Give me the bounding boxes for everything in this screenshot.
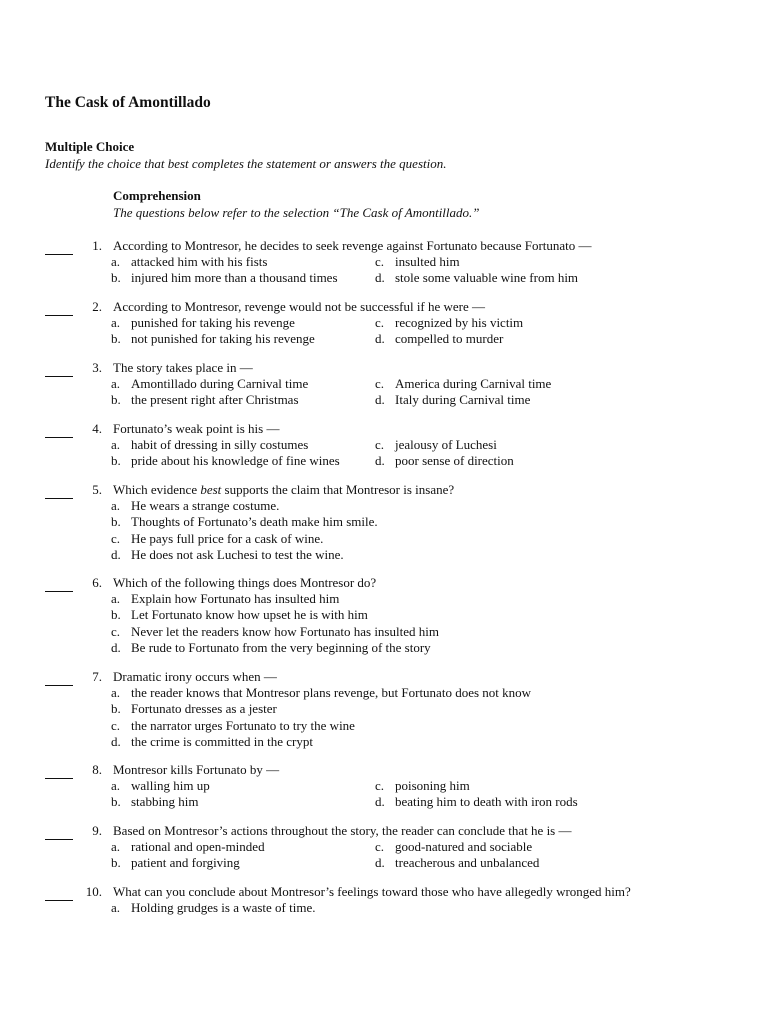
option-letter: b.	[111, 855, 121, 870]
question-stem	[113, 482, 454, 498]
answer-blank[interactable]	[45, 575, 73, 592]
question-number: 5.	[92, 482, 102, 497]
option-text: Italy during Carnival time	[395, 392, 531, 407]
question-stem	[113, 238, 592, 254]
question-stem	[113, 421, 279, 437]
answer-blank[interactable]	[45, 360, 73, 377]
question-number: 3.	[92, 360, 102, 375]
option-letter: b.	[111, 701, 121, 716]
question-stem	[113, 823, 572, 839]
question-stem-text: Montresor kills Fortunato by —	[113, 762, 280, 777]
answer-blank[interactable]	[45, 421, 73, 438]
option-letter: a.	[111, 778, 121, 793]
option-text: Fortunato dresses as a jester	[131, 701, 277, 716]
question-stem-text: Which evidence	[113, 482, 201, 497]
option-text: Thoughts of Fortunato’s death make him smile.	[131, 514, 378, 529]
option-letter: a.	[111, 685, 121, 700]
question-number: 6.	[92, 575, 102, 590]
option-letter: c.	[375, 376, 385, 391]
answer-blank[interactable]	[45, 299, 73, 316]
question-stem	[113, 360, 253, 376]
question-stem-text: What can you conclude about Montresor’s feelings toward those who have allegedly wronged him?	[113, 884, 631, 899]
question-item	[0, 482, 768, 563]
subsection-heading: Comprehension	[113, 188, 201, 203]
option-letter: d.	[111, 734, 121, 749]
option-text: the narrator urges Fortunato to try the wine	[131, 718, 355, 733]
option-text: beating him to death with iron rods	[395, 794, 578, 809]
question-stem-text: Which of the following things does Montresor do?	[113, 575, 377, 590]
option-letter: b.	[111, 607, 121, 622]
option-letter: c.	[375, 437, 385, 452]
question-number: 4.	[92, 421, 102, 436]
option-text: Never let the readers know how Fortunato has insulted him	[131, 624, 439, 639]
section-instructions: Identify the choice that best completes the statement or answers the question.	[45, 156, 447, 171]
answer-blank[interactable]	[45, 669, 73, 686]
question-stem-text: According to Montresor, he decides to seek revenge against Fortunato because Fortunato —	[113, 238, 592, 253]
option-letter: d.	[375, 392, 385, 407]
option-text: patient and forgiving	[131, 855, 240, 870]
option-text: He wears a strange costume.	[131, 498, 280, 513]
option-text: pride about his knowledge of fine wines	[131, 453, 340, 468]
option-text: attacked him with his fists	[131, 254, 268, 269]
option-letter: b.	[111, 270, 121, 285]
option-letter: d.	[111, 547, 121, 562]
option-letter: b.	[111, 794, 121, 809]
option-letter: c.	[111, 531, 121, 546]
option-text: good-natured and sociable	[395, 839, 533, 854]
section-heading: Multiple Choice	[45, 139, 135, 154]
question-number: 8.	[92, 762, 102, 777]
option-text: habit of dressing in silly costumes	[131, 437, 309, 452]
option-text: injured him more than a thousand times	[131, 270, 338, 285]
option-letter: b.	[111, 392, 121, 407]
question-item	[0, 575, 768, 656]
option-text: walling him up	[131, 778, 210, 793]
question-item	[0, 884, 768, 965]
question-number: 7.	[92, 669, 102, 684]
question-stem	[113, 884, 631, 900]
option-letter: a.	[111, 839, 121, 854]
option-text: insulted him	[395, 254, 460, 269]
question-stem-text: Fortunato’s weak point is his —	[113, 421, 280, 436]
question-stem-text: The story takes place in —	[113, 360, 253, 375]
answer-blank[interactable]	[45, 884, 73, 901]
option-letter: c.	[375, 839, 385, 854]
option-letter: a.	[111, 254, 121, 269]
option-text: recognized by his victim	[395, 315, 524, 330]
question-item	[0, 669, 768, 750]
option-letter: d.	[375, 794, 385, 809]
option-text: treacherous and unbalanced	[395, 855, 540, 870]
option-letter: c.	[375, 315, 385, 330]
option-letter: d.	[375, 331, 385, 346]
option-text: stabbing him	[131, 794, 199, 809]
subsection-note: The questions below refer to the selection “The Cask of Amontillado.”	[113, 205, 480, 220]
option-letter: b.	[111, 331, 121, 346]
page-title: The Cask of Amontillado	[45, 94, 211, 111]
question-number: 2.	[92, 299, 102, 314]
option-text: punished for taking his revenge	[131, 315, 295, 330]
option-letter: a.	[111, 437, 121, 452]
option-letter: b.	[111, 514, 121, 529]
option-text: He pays full price for a cask of wine.	[131, 531, 324, 546]
question-stem	[113, 575, 376, 591]
question-number: 1.	[92, 238, 102, 253]
option-text: America during Carnival time	[395, 376, 552, 391]
option-text: Holding grudges is a waste of time.	[131, 900, 316, 915]
option-letter: a.	[111, 900, 121, 915]
option-letter: d.	[111, 640, 121, 655]
question-stem	[113, 762, 279, 778]
option-text: poisoning him	[395, 778, 470, 793]
question-stem-text: According to Montresor, revenge would not be successful if he were —	[113, 299, 486, 314]
option-text: the present right after Christmas	[131, 392, 299, 407]
question-stem	[113, 299, 485, 315]
question-stem-emphasis: best	[200, 482, 222, 497]
answer-blank[interactable]	[45, 823, 73, 840]
option-text: compelled to murder	[395, 331, 504, 346]
option-text: jealousy of Luchesi	[395, 437, 497, 452]
option-letter: c.	[111, 718, 121, 733]
question-number: 9.	[92, 823, 102, 838]
option-letter: b.	[111, 453, 121, 468]
option-text: not punished for taking his revenge	[131, 331, 315, 346]
option-text: Explain how Fortunato has insulted him	[131, 591, 340, 606]
option-letter: c.	[111, 624, 121, 639]
option-letter: d.	[375, 855, 385, 870]
option-text: the reader knows that Montresor plans revenge, but Fortunato does not know	[131, 685, 532, 700]
option-letter: d.	[375, 270, 385, 285]
option-text: He does not ask Luchesi to test the wine.	[131, 547, 344, 562]
option-letter: c.	[375, 778, 385, 793]
option-letter: a.	[111, 315, 121, 330]
option-text: rational and open-minded	[131, 839, 265, 854]
option-letter: d.	[375, 453, 385, 468]
question-number: 10.	[85, 884, 102, 899]
answer-blank[interactable]	[45, 482, 73, 499]
option-letter: a.	[111, 498, 121, 513]
question-stem	[113, 669, 277, 685]
option-letter: c.	[375, 254, 385, 269]
question-stem-text: Dramatic irony occurs when —	[113, 669, 277, 684]
option-text: stole some valuable wine from him	[395, 270, 579, 285]
option-text: Be rude to Fortunato from the very beginning of the story	[131, 640, 431, 655]
answer-blank[interactable]	[45, 762, 73, 779]
question-stem-text: supports the claim that Montresor is insane?	[221, 482, 455, 497]
option-letter: a.	[111, 591, 121, 606]
option-letter: a.	[111, 376, 121, 391]
option-text: poor sense of direction	[395, 453, 514, 468]
option-text: the crime is committed in the crypt	[131, 734, 313, 749]
question-stem-text: Based on Montresor’s actions throughout the story, the reader can conclude that he is —	[113, 823, 572, 838]
answer-blank[interactable]	[45, 238, 73, 255]
option-text: Let Fortunato know how upset he is with him	[131, 607, 368, 622]
option-text: Amontillado during Carnival time	[131, 376, 309, 391]
